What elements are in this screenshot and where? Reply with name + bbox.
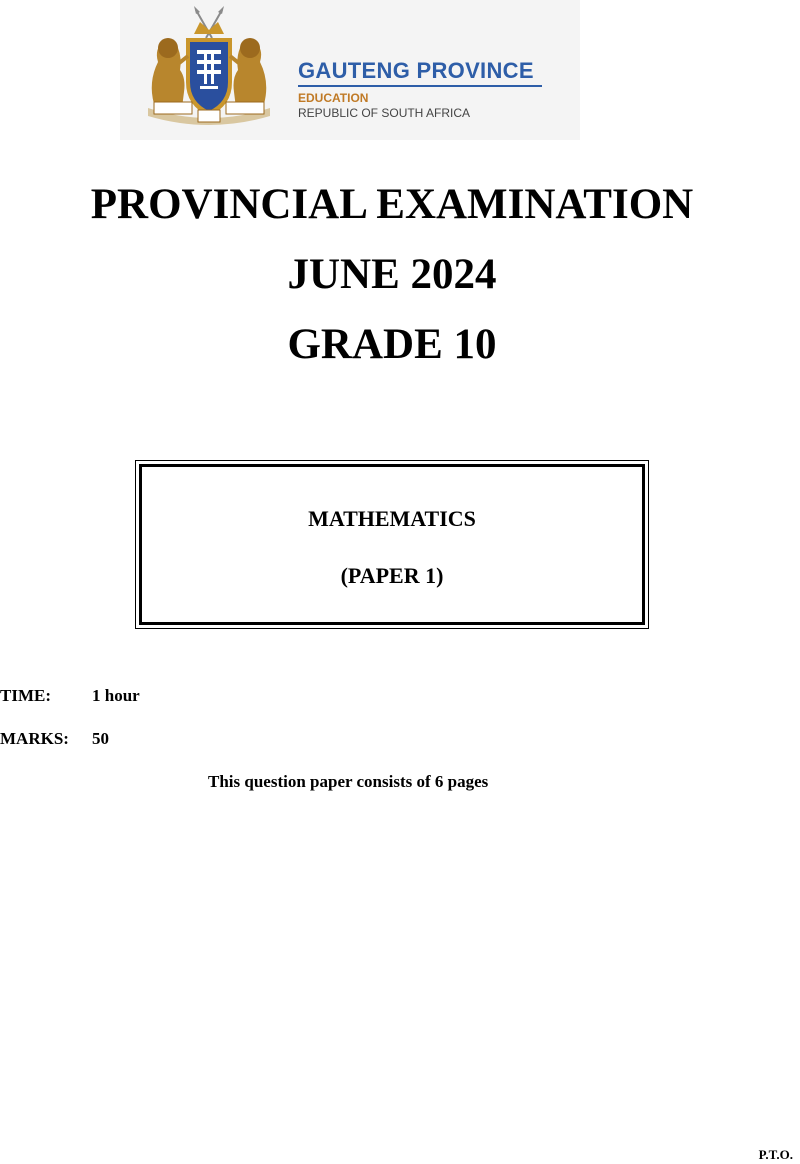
- coat-of-arms-icon: [134, 4, 284, 132]
- logo-province-name: GAUTENG PROVINCE: [298, 58, 534, 83]
- subject-box-inner-border: [139, 464, 645, 625]
- pto-note: P.T.O.: [758, 1147, 793, 1162]
- department-logo: [120, 0, 580, 140]
- marks-label: MARKS:: [0, 729, 69, 748]
- exam-grade: GRADE 10: [287, 321, 497, 368]
- exam-date: JUNE 2024: [287, 251, 497, 298]
- page-count-note: This question paper consists of 6 pages: [208, 772, 489, 791]
- time-row: [0, 686, 140, 706]
- time-label: TIME:: [0, 686, 51, 705]
- logo-text: [298, 58, 542, 121]
- subject-name: MATHEMATICS: [308, 506, 476, 531]
- logo-divider: [298, 85, 542, 87]
- marks-value: 50: [92, 729, 109, 748]
- time-value: 1 hour: [92, 686, 140, 705]
- exam-title: PROVINCIAL EXAMINATION: [90, 181, 694, 228]
- logo-country-name: REPUBLIC OF SOUTH AFRICA: [298, 106, 471, 120]
- subject-box: [135, 460, 649, 629]
- logo-department-name: EDUCATION: [298, 91, 369, 105]
- marks-row: [0, 729, 109, 749]
- subject-paper: (PAPER 1): [340, 563, 444, 588]
